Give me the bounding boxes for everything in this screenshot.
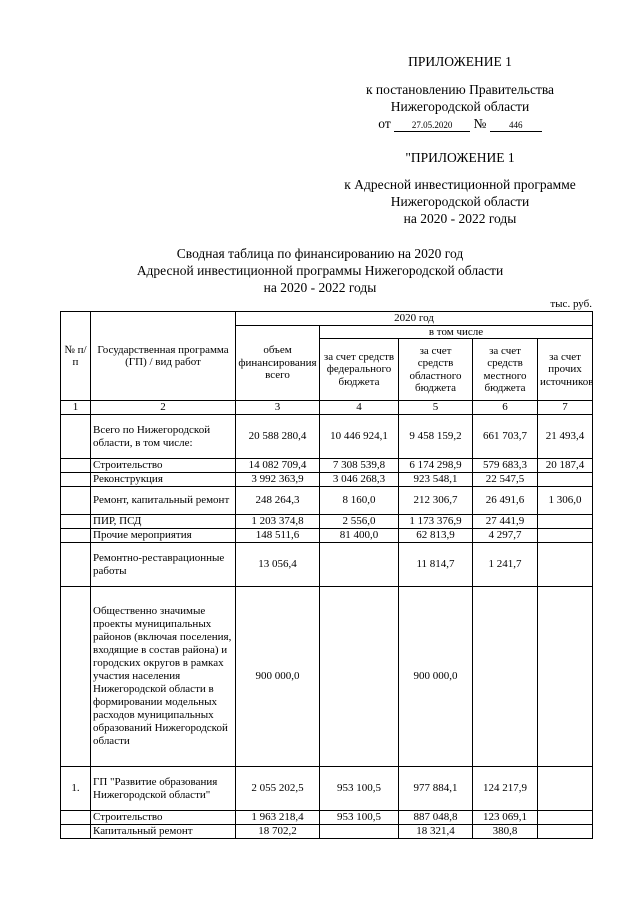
col-number: 6 <box>473 401 538 415</box>
row-federal: 81 400,0 <box>320 529 399 543</box>
row-other: 21 493,4 <box>538 415 593 459</box>
row-other: 1 306,0 <box>538 487 593 515</box>
number-sign: № <box>473 116 487 131</box>
col-number: 1 <box>61 401 91 415</box>
row-num <box>61 587 91 767</box>
row-num <box>61 515 91 529</box>
row-federal <box>320 587 399 767</box>
row-num <box>61 529 91 543</box>
row-num <box>61 415 91 459</box>
row-regional: 1 173 376,9 <box>399 515 473 529</box>
row-federal: 3 046 268,3 <box>320 473 399 487</box>
row-local: 27 441,9 <box>473 515 538 529</box>
inner-appendix-line-3: на 2020 - 2022 годы <box>403 211 517 226</box>
row-federal: 2 556,0 <box>320 515 399 529</box>
row-federal: 953 100,5 <box>320 767 399 811</box>
table-title-line-2: Адресной инвестиционной программы Нижегородской области <box>136 263 504 278</box>
row-regional: 212 306,7 <box>399 487 473 515</box>
row-local: 661 703,7 <box>473 415 538 459</box>
header-row-year <box>61 312 593 326</box>
col-header-regional: за счет средств областного бюджета <box>399 339 473 401</box>
col-header-year: 2020 год <box>236 312 593 326</box>
table-row <box>61 415 593 459</box>
row-total: 18 702,2 <box>236 825 320 839</box>
row-num <box>61 543 91 587</box>
column-number-row <box>61 401 593 415</box>
row-regional: 62 813,9 <box>399 529 473 543</box>
col-number: 4 <box>320 401 399 415</box>
row-num <box>61 825 91 839</box>
row-total: 3 992 363,9 <box>236 473 320 487</box>
row-other <box>538 543 593 587</box>
row-regional: 923 548,1 <box>399 473 473 487</box>
row-local: 124 217,9 <box>473 767 538 811</box>
col-number: 7 <box>538 401 593 415</box>
row-name: Общественно значимые проекты муниципальных районов (включая поселения, входящие в состав района) и городских округов в рамках участия населения Нижегородской области в формировании модельных расходов муниципальных образований Нижегородской области <box>91 587 236 767</box>
appendix-title: ПРИЛОЖЕНИЕ 1 <box>408 54 512 69</box>
row-other <box>538 529 593 543</box>
col-number: 3 <box>236 401 320 415</box>
row-num <box>61 487 91 515</box>
row-federal: 10 446 924,1 <box>320 415 399 459</box>
col-header-including: в том числе <box>320 325 593 339</box>
row-total: 248 264,3 <box>236 487 320 515</box>
row-federal <box>320 825 399 839</box>
table-row <box>61 543 593 587</box>
row-name: Строительство <box>91 459 236 473</box>
table-row <box>61 473 593 487</box>
row-regional: 6 174 298,9 <box>399 459 473 473</box>
row-federal: 953 100,5 <box>320 811 399 825</box>
row-num: 1. <box>61 767 91 811</box>
row-total: 1 963 218,4 <box>236 811 320 825</box>
row-total: 2 055 202,5 <box>236 767 320 811</box>
table-title-line-1: Сводная таблица по финансированию на 2020 год <box>176 246 464 261</box>
row-regional: 977 884,1 <box>399 767 473 811</box>
units-label: тыс. руб. <box>550 298 592 310</box>
row-federal <box>320 543 399 587</box>
row-regional: 18 321,4 <box>399 825 473 839</box>
row-local: 26 491,6 <box>473 487 538 515</box>
row-other: 20 187,4 <box>538 459 593 473</box>
table-title-line-3: на 2020 - 2022 годы <box>263 280 377 295</box>
row-other <box>538 473 593 487</box>
table-row <box>61 529 593 543</box>
row-name: Капитальный ремонт <box>91 825 236 839</box>
row-federal: 7 308 539,8 <box>320 459 399 473</box>
row-total: 900 000,0 <box>236 587 320 767</box>
row-local: 579 683,3 <box>473 459 538 473</box>
appendix-line-1: к постановлению Правительства <box>365 82 555 97</box>
row-total: 148 511,6 <box>236 529 320 543</box>
table-row <box>61 767 593 811</box>
col-header-program: Государственная программа (ГП) / вид работ <box>91 312 236 401</box>
row-other <box>538 767 593 811</box>
row-total: 13 056,4 <box>236 543 320 587</box>
row-total: 20 588 280,4 <box>236 415 320 459</box>
row-regional: 9 458 159,2 <box>399 415 473 459</box>
table-row <box>61 811 593 825</box>
row-name: Всего по Нижегородской области, в том числе: <box>91 415 236 459</box>
row-other <box>538 515 593 529</box>
resolution-date-line <box>300 116 620 132</box>
row-total: 1 203 374,8 <box>236 515 320 529</box>
row-local: 380,8 <box>473 825 538 839</box>
row-name: Строительство <box>91 811 236 825</box>
inner-appendix-title: "ПРИЛОЖЕНИЕ 1 <box>405 150 515 165</box>
col-header-total: объем финансирования всего <box>236 325 320 401</box>
row-name: Реконструкция <box>91 473 236 487</box>
row-num <box>61 459 91 473</box>
row-name: Ремонтно-реставрационные работы <box>91 543 236 587</box>
table-row <box>61 459 593 473</box>
table-row <box>61 825 593 839</box>
row-other <box>538 825 593 839</box>
appendix-line-2: Нижегородской области <box>390 99 530 114</box>
table-row <box>61 515 593 529</box>
row-name: ГП "Развитие образования Нижегородской области" <box>91 767 236 811</box>
row-other <box>538 811 593 825</box>
col-header-other: за счет прочих источников <box>538 339 593 401</box>
table-row <box>61 587 593 767</box>
row-local: 4 297,7 <box>473 529 538 543</box>
row-num <box>61 811 91 825</box>
row-num <box>61 473 91 487</box>
table-row <box>61 487 593 515</box>
col-header-local: за счет средств местного бюджета <box>473 339 538 401</box>
row-total: 14 082 709,4 <box>236 459 320 473</box>
row-local: 123 069,1 <box>473 811 538 825</box>
col-header-num: № п/п <box>61 312 91 401</box>
row-regional: 11 814,7 <box>399 543 473 587</box>
row-regional: 900 000,0 <box>399 587 473 767</box>
row-regional: 887 048,8 <box>399 811 473 825</box>
date-prefix: от <box>378 116 391 131</box>
inner-appendix-line-1: к Адресной инвестиционной программе <box>344 177 576 192</box>
row-federal: 8 160,0 <box>320 487 399 515</box>
col-header-federal: за счет средств федерального бюджета <box>320 339 399 401</box>
resolution-date: 27.05.2020 <box>394 119 470 132</box>
inner-appendix-line-2: Нижегородской области <box>390 194 530 209</box>
row-other <box>538 587 593 767</box>
col-number: 2 <box>91 401 236 415</box>
row-local <box>473 587 538 767</box>
row-local: 1 241,7 <box>473 543 538 587</box>
row-name: Ремонт, капитальный ремонт <box>91 487 236 515</box>
financing-table <box>60 311 593 839</box>
resolution-number: 446 <box>490 119 542 132</box>
col-number: 5 <box>399 401 473 415</box>
row-local: 22 547,5 <box>473 473 538 487</box>
row-name: ПИР, ПСД <box>91 515 236 529</box>
row-name: Прочие мероприятия <box>91 529 236 543</box>
